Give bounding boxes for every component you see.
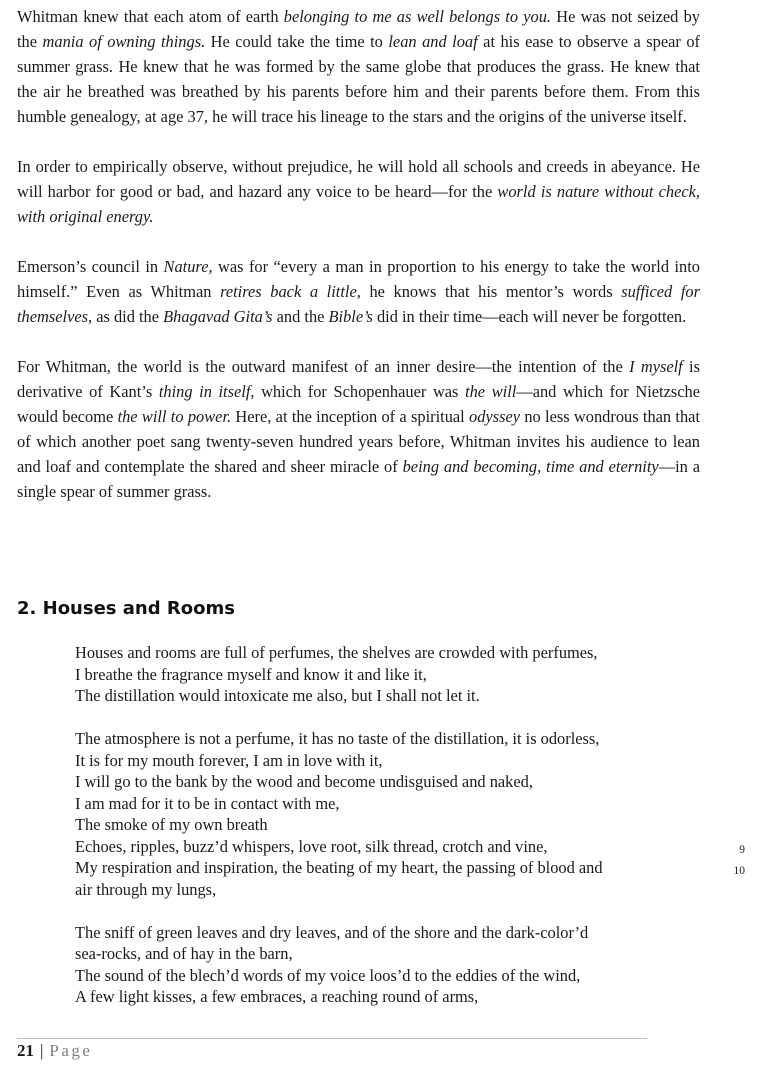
italic-phrase: the will to power. [117,407,232,426]
poem-line: It is for my mouth forever, I am in love with it, [75,750,383,770]
italic-phrase: odyssey [469,407,521,426]
poem-line: The sound of the blech’d words of my voice loos’d to the eddies of the wind, [75,965,581,985]
text-run: Emerson’s council in [17,257,164,276]
italic-phrase: Bhagavad Gita’s [163,307,273,326]
text-run: He was not seized by the [17,7,700,51]
italic-phrase: Bible’s [328,307,373,326]
paragraph-1 [17,4,700,129]
line-number: 9 [739,844,745,856]
text-run: —and which for Nietzsche would become [17,382,700,426]
italic-phrase: I myself [629,357,683,376]
text-run: at his ease to observe a spear of summer grass. He knew that he was formed by the same globe that produces the grass. He knew that the air he breathed was breathed by his parents before him and their parents before them. From this humble genealogy, at age 37, he will trace his lineage to the stars and the origins of the universe itself. [17,32,701,126]
text-run: Whitman knew that each atom of earth [17,7,284,26]
poem-line: I will go to the bank by the wood and become undisguised and naked, [75,772,533,791]
page-number: 21 [17,1041,34,1060]
italic-phrase: retires back a little [220,282,357,301]
paragraph-2 [17,154,700,229]
poem-line: The atmosphere is not a perfume, it has no taste of the distillation, it is odorless, [75,729,600,748]
italic-phrase: being and becoming, time and eternity [402,457,659,476]
poem-line: A few light kisses, a few embraces, a reaching round of arms, [75,987,479,1006]
line-number: 10 [733,865,745,877]
poem-line: Echoes, ripples, buzz’d whispers, love root, silk thread, crotch and vine, [75,836,548,856]
footer-separator: | [40,1041,44,1060]
text-run: , he knows that his mentor’s words [356,282,622,301]
poem-line: I am mad for it to be in contact with me, [75,793,340,813]
poem-line: Houses and rooms are full of perfumes, the shelves are crowded with perfumes, [75,643,598,662]
italic-phrase: world is nature without check, with original energy. [17,182,700,226]
text-run: did in their time—each will never be forgotten. [372,307,687,326]
italic-phrase: sufficed for themselves [17,282,700,326]
poem-excerpt [75,642,715,1029]
poem-stanza-3 [75,922,715,1008]
text-run: He could take the time to [205,32,389,51]
paragraph-3 [17,254,700,329]
poem-line: The distillation would intoxicate me also, but I shall not let it. [75,686,480,705]
text-run: and the [272,307,329,326]
section-heading: 2. Houses and Rooms [17,598,235,619]
text-run: , as did the [88,307,164,326]
page-footer [17,1041,92,1061]
poem-line: I breathe the fragrance myself and know it and like it, [75,664,427,684]
text-run: no less wondrous than that of which another poet sang twenty-seven hundred years before, Whitman invites his audience to lean and loaf and contemplate the shared and sheer miracle of [17,407,701,476]
italic-phrase: the will [465,382,517,401]
text-run: is derivative of Kant’s [17,357,700,401]
italic-phrase: Nature, [163,257,213,276]
text-run: was for “every a man in proportion to his energy to take the world into himself.” Even as Whitman [17,257,701,301]
text-run: Here, at the inception of a spiritual [231,407,470,426]
poem-line: air through my lungs, [75,879,217,899]
body-text [17,4,700,529]
poem-line: The sniff of green leaves and dry leaves, and of the shore and the dark-color’d [75,922,589,942]
poem-line: The smoke of my own breath [75,815,268,834]
poem-stanza-2 [75,728,715,900]
footer-rule [17,1038,647,1039]
poem-line: sea-rocks, and of hay in the barn, [75,944,293,963]
text-run: For Whitman, the world is the outward manifest of an inner desire—the intention of the [17,357,630,376]
italic-phrase: thing in itself, [158,382,255,401]
paragraph-4 [17,354,700,504]
text-run: In order to empirically observe, without prejudice, he will hold all schools and creeds in abeyance. He will harbor for good or bad, and hazard any voice to be heard—for the [17,157,700,201]
text-run: —in a single spear of summer grass. [17,457,701,501]
page-label: Page [49,1041,93,1060]
poem-stanza-1 [75,642,715,707]
italic-phrase: mania of owning things. [42,32,206,51]
italic-phrase: lean and loaf [388,32,478,51]
text-run: which for Schopenhauer was [254,382,466,401]
poem-line: My respiration and inspiration, the beating of my heart, the passing of blood and [75,858,603,877]
italic-phrase: belonging to me as well belongs to you. [283,7,552,26]
